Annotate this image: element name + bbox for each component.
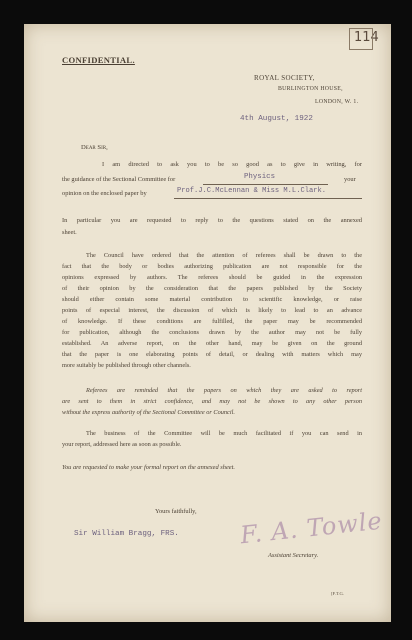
council-line: established. An adverse report, on the other hand, may be given on the ground xyxy=(62,340,362,347)
council-line: that the paper is one elaborating points of detail, or dealing with matters which may xyxy=(62,351,362,358)
confidentiality-line: are sent to them in strict confidence, and may not be shown to any other person xyxy=(62,398,362,405)
recipient-name: Sir William Bragg, FRS. xyxy=(74,530,179,538)
letter-sheet xyxy=(24,24,391,622)
council-line: for publication, although the conclusions drawn by the author may not be fully xyxy=(62,329,362,336)
printer-mark: [F.T.G. xyxy=(331,591,344,596)
address-line-2: BURLINGTON HOUSE, xyxy=(278,86,343,92)
letter-date: 4th August, 1922 xyxy=(240,115,313,123)
confidentiality-line: Referees are reminded that the papers on which they are asked to report xyxy=(86,387,362,394)
closing: Yours faithfully, xyxy=(155,508,197,515)
signatory-title: Assistant Secretary. xyxy=(268,552,319,559)
committee-fill-line xyxy=(203,184,328,185)
committee-name: Physics xyxy=(244,173,276,181)
formal-report-note: You are requested to make your formal report on the annexed sheet. xyxy=(62,464,235,471)
para1-line-2: sheet. xyxy=(62,229,77,236)
confidential-heading: CONFIDENTIAL. xyxy=(62,55,135,65)
address-line-1: ROYAL SOCIETY, xyxy=(254,74,315,82)
council-line: fact that the body or bodies authorizing publication are not responsible for the xyxy=(62,263,362,270)
confidentiality-paragraph xyxy=(62,385,362,418)
business-line: The business of the Committee will be much facilitated if you can send in xyxy=(86,430,362,437)
folio-number: 114 xyxy=(354,30,379,45)
signature: F. A. Towle xyxy=(238,506,384,550)
council-line: opinions expressed by authors. The referees should be guided in the expression xyxy=(62,274,362,281)
intro-line-2a: the guidance of the Sectional Committee for xyxy=(62,176,176,183)
para1-line-1: In particular you are requested to reply to the questions stated on the annexed xyxy=(62,217,362,224)
address-line-3: LONDON, W. 1. xyxy=(315,99,359,105)
council-line: more suitably be published through other channels. xyxy=(62,362,191,369)
business-line: your report, addressed here as soon as possible. xyxy=(62,441,182,448)
council-line: points of especial interest, the discussion of which is likely to lead to an advance xyxy=(62,307,362,314)
folio-box xyxy=(349,28,373,50)
council-line: of their opinion by the consideration that the papers published by the Society xyxy=(62,285,362,292)
council-line: The Council have ordered that the attention of referees shall be drawn to the xyxy=(86,252,362,259)
council-paragraph xyxy=(62,250,362,371)
authors-fill-line xyxy=(174,198,362,199)
business-paragraph xyxy=(62,428,362,450)
council-line: of knowledge. If these conditions are fulfilled, the paper may be recommended xyxy=(62,318,362,325)
intro-line-3a: opinion on the enclosed paper by xyxy=(62,190,147,197)
intro-line-2b: your xyxy=(344,176,356,183)
confidentiality-line: without the express authority of the Sectional Committee or Council. xyxy=(62,409,235,416)
salutation: Dear Sir, xyxy=(81,144,108,151)
intro-line-1: I am directed to ask you to be so good as to give in writing, for xyxy=(102,161,362,168)
council-line: should either contain some material contribution to scientific knowledge, or raise xyxy=(62,296,362,303)
paper-authors: Prof.J.C.McLennan & Miss M.L.Clark. xyxy=(177,187,326,195)
